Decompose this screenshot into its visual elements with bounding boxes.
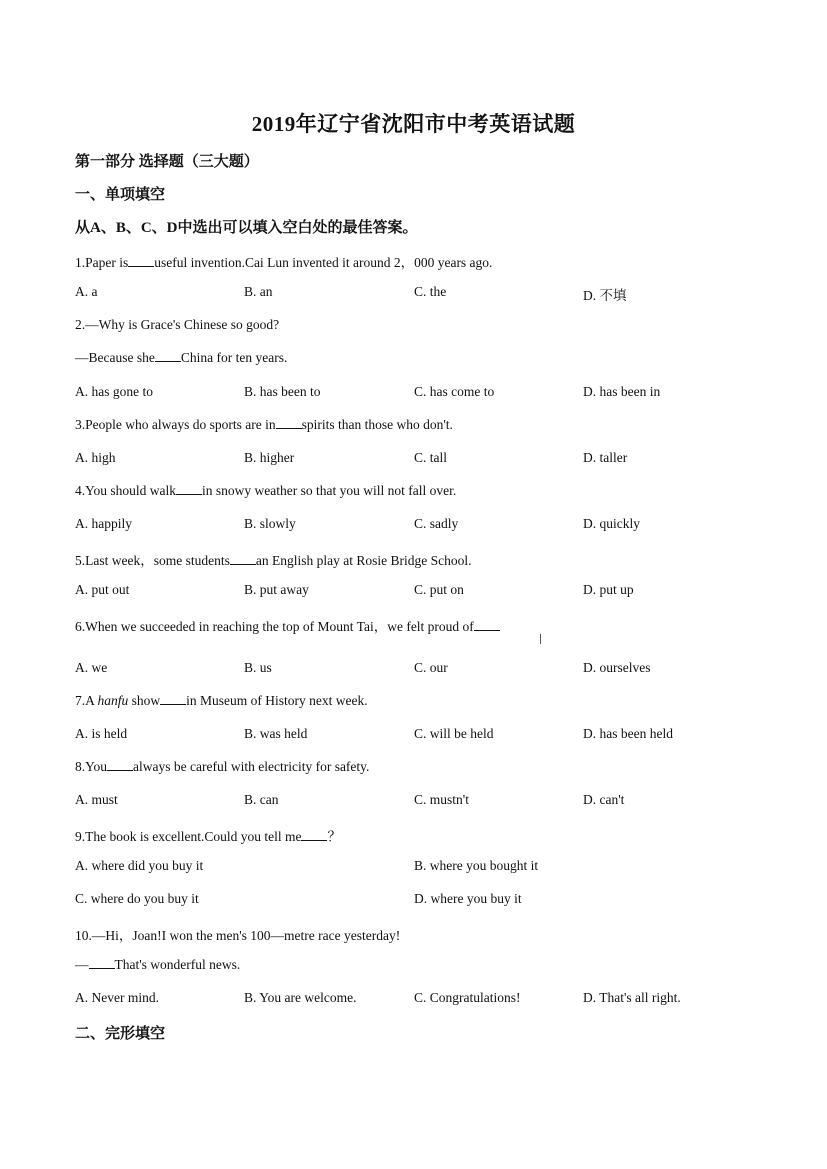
question-9: 9.The book is excellent.Could you tell me ？ bbox=[75, 829, 341, 844]
answer-blank bbox=[230, 553, 256, 565]
q9-option-d: D. where you buy it bbox=[414, 891, 522, 906]
q6-option-d: D. ourselves bbox=[583, 660, 651, 675]
q4-option-a: A. happily bbox=[75, 516, 132, 531]
q9-option-b: B. where you bought it bbox=[414, 858, 539, 873]
q8-option-b: B. can bbox=[244, 792, 279, 807]
question-2-reply: —Because she China for ten years. bbox=[75, 350, 288, 365]
q10-option-d: D. That's all right. bbox=[583, 990, 681, 1005]
answer-blank bbox=[107, 759, 133, 771]
answer-blank bbox=[176, 483, 202, 495]
question-10: 10.—Hi，Joan!I won the men's 100—metre race yesterday! bbox=[75, 928, 401, 943]
answer-blank bbox=[276, 417, 302, 429]
q8-option-c: C. mustn't bbox=[414, 792, 469, 807]
q5-option-a: A. put out bbox=[75, 582, 130, 597]
q3-option-b: B. higher bbox=[244, 450, 295, 465]
q2-option-a: A. has gone to bbox=[75, 384, 153, 399]
q2-option-c: C. has come to bbox=[414, 384, 495, 399]
q4-option-c: C. sadly bbox=[414, 516, 459, 531]
section-heading-1: 一、单项填空 bbox=[75, 187, 166, 203]
answer-blank bbox=[89, 957, 115, 969]
q7-option-c: C. will be held bbox=[414, 726, 494, 741]
q1-option-a: A. a bbox=[75, 284, 98, 299]
question-3: 3.People who always do sports are in spirits than those who don't. bbox=[75, 417, 453, 432]
question-2: 2.—Why is Grace's Chinese so good? bbox=[75, 317, 280, 332]
q3-option-c: C. tall bbox=[414, 450, 447, 465]
q10-option-c: C. Congratulations! bbox=[414, 990, 521, 1005]
q6-option-c: C. our bbox=[414, 660, 448, 675]
answer-blank bbox=[474, 619, 500, 631]
q7-option-d: D. has been held bbox=[583, 726, 673, 741]
q6-option-a: A. we bbox=[75, 660, 108, 675]
answer-blank bbox=[160, 693, 186, 705]
answer-blank bbox=[155, 350, 181, 362]
q5-option-b: B. put away bbox=[244, 582, 309, 597]
q1-option-b: B. an bbox=[244, 284, 273, 299]
q2-option-b: B. has been to bbox=[244, 384, 321, 399]
page-title: 2019年辽宁省沈阳市中考英语试题 bbox=[251, 112, 576, 136]
instruction: 从A、B、C、D中选出可以填入空白处的最佳答案。 bbox=[75, 220, 418, 236]
q2-option-d: D. has been in bbox=[583, 384, 661, 399]
q7-option-a: A. is held bbox=[75, 726, 128, 741]
question-4: 4.You should walk in snowy weather so that you will not fall over. bbox=[75, 483, 457, 498]
q3-option-d: D. taller bbox=[583, 450, 628, 465]
q5-option-c: C. put on bbox=[414, 582, 464, 597]
q3-option-a: A. high bbox=[75, 450, 116, 465]
question-1: 1.Paper is useful invention.Cai Lun invented it around 2，000 years ago. bbox=[75, 255, 493, 270]
part-heading: 第一部分 选择题（三大题） bbox=[75, 154, 259, 170]
section-heading-2: 二、完形填空 bbox=[75, 1026, 166, 1042]
q10-option-a: A. Never mind. bbox=[75, 990, 159, 1005]
q9-option-c: C. where do you buy it bbox=[75, 891, 199, 906]
q1-option-c: C. the bbox=[414, 284, 447, 299]
question-10-reply: — That's wonderful news. bbox=[75, 957, 241, 972]
q8-option-d: D. can't bbox=[583, 792, 625, 807]
q4-option-b: B. slowly bbox=[244, 516, 296, 531]
question-6: 6.When we succeeded in reaching the top of Mount Tai，we felt proud of bbox=[75, 615, 500, 635]
answer-blank bbox=[301, 829, 327, 841]
q1-option-d: D. 不填 bbox=[583, 288, 627, 303]
q9-option-a: A. where did you buy it bbox=[75, 858, 204, 873]
q4-option-d: D. quickly bbox=[583, 516, 640, 531]
q6-option-b: B. us bbox=[244, 660, 272, 675]
stray-mark bbox=[536, 634, 541, 644]
q10-option-b: B. You are welcome. bbox=[244, 990, 357, 1005]
question-5: 5.Last week，some students an English play at Rosie Bridge School. bbox=[75, 553, 472, 568]
question-7: 7.A hanfu show in Museum of History next week. bbox=[75, 693, 368, 708]
answer-blank bbox=[128, 255, 154, 267]
q8-option-a: A. must bbox=[75, 792, 118, 807]
question-8: 8.You always be careful with electricity for safety. bbox=[75, 759, 370, 774]
q7-option-b: B. was held bbox=[244, 726, 308, 741]
q5-option-d: D. put up bbox=[583, 582, 634, 597]
